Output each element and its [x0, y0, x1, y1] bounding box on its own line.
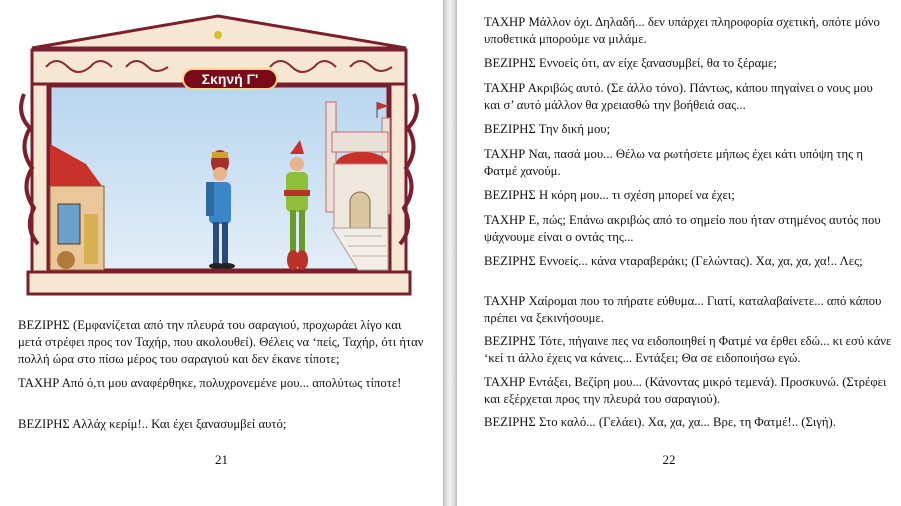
- left-para-3: ΒΕΖΙΡΗΣ Αλλάχ κερίμ!.. Και έχει ξανασυμβεί αυτό;: [18, 417, 287, 431]
- right-para-7: ΤΑΧΗΡ Ε, πώς; Επάνω ακριβώς από το σημείο που ήταν στημένος αυτός που ψάχνουμε είναι ο οντάς της...: [484, 213, 881, 244]
- left-para-1: ΒΕΖΙΡΗΣ (Εμφανίζεται από την πλευρά του σαραγιού, προχωράει λίγο και μετά στρέφει προς τον Ταχήρ, που ακολουθεί). Θέλεις να ‘πείς, Ταχήρ, ότι ήταν πολλή ώρα στο πίσω μέρος του σαραγιού και δεν έκανε τίποτε;: [18, 318, 424, 366]
- right-para-10: ΒΕΖΙΡΗΣ Τότε, πήγαινε πες να ειδοποιηθεί η Φατμέ να έρθει εδώ... κι εσύ κάνε ‘κεί τι άλλο έχεις να κάνεις... Εντάξει; Θα σε ειδοποιήσω εγώ.: [484, 334, 892, 365]
- right-page: [457, 0, 901, 506]
- page-number-left: 21: [215, 452, 228, 467]
- right-para-3: ΤΑΧΗΡ Ακριβώς αυτό. (Σε άλλο τόνο). Πάντως, κάπου πηγαίνει ο νους μου και σ’ αυτό μάλλον θα χρειασθώ την βοήθειά σας...: [484, 81, 873, 112]
- right-para-4: ΒΕΖΙΡΗΣ Την δική μου;: [484, 122, 611, 136]
- scene-svg: [14, 14, 426, 304]
- left-page: [0, 0, 443, 506]
- right-para-11: ΤΑΧΗΡ Εντάξει, Βεζίρη μου... (Κάνοντας μικρό τεμενά). Προσκυνώ. (Στρέφει και εξέρχεται προς την πλευρά του σαραγιού).: [484, 375, 887, 406]
- page-number-right: 22: [662, 452, 676, 467]
- left-column: [32, 84, 48, 272]
- left-para-2: ΤΑΧΗΡ Από ό,τι μου αναφέρθηκε, πολυχρονεμένε μου... απολύτως τίποτε!: [18, 376, 402, 390]
- right-para-12: ΒΕΖΙΡΗΣ Στο καλό... (Γελάει). Χα, χα, χα... Βρε, τη Φατμέ!.. (Σιγή).: [484, 415, 836, 429]
- right-para-6: ΒΕΖΙΡΗΣ Η κόρη μου... τι σχέση μπορεί να έχει;: [484, 188, 735, 202]
- right-para-1: ΤΑΧΗΡ Μάλλον όχι. Δηλαδή... δεν υπάρχει πληροφορία σχετική, οπότε μόνο υποθετικά μπορούμε να μιλάμε.: [484, 15, 880, 46]
- right-para-5: ΤΑΧΗΡ Ναι, πασά μου... Θέλω να ρωτήσετε μήπως έχει κάτι υπόψη της η Φατμέ χανούμ.: [484, 147, 863, 178]
- scene-title: Σκηνή Γ': [182, 68, 278, 90]
- pediment-ornament-icon: [214, 31, 222, 39]
- right-para-2: ΒΕΖΙΡΗΣ Εννοείς ότι, αν είχε ξανασυμβεί, θα το ξέραμε;: [484, 56, 777, 70]
- book-gutter: [443, 0, 457, 506]
- right-para-9: ΤΑΧΗΡ Χαίρομαι που το πήρατε εύθυμα... Γιατί, καταλαβαίνετε... από κάπου πρέπει να ξεκινήσουμε.: [484, 294, 882, 325]
- scene-illustration: [14, 14, 426, 304]
- right-para-8: ΒΕΖΙΡΗΣ Εννοείς... κάνα νταραβεράκι; (Γελώντας). Χα, χα, χα, χα!.. Λες;: [484, 254, 863, 268]
- bottom-rail: [28, 272, 410, 294]
- right-column: [390, 84, 406, 272]
